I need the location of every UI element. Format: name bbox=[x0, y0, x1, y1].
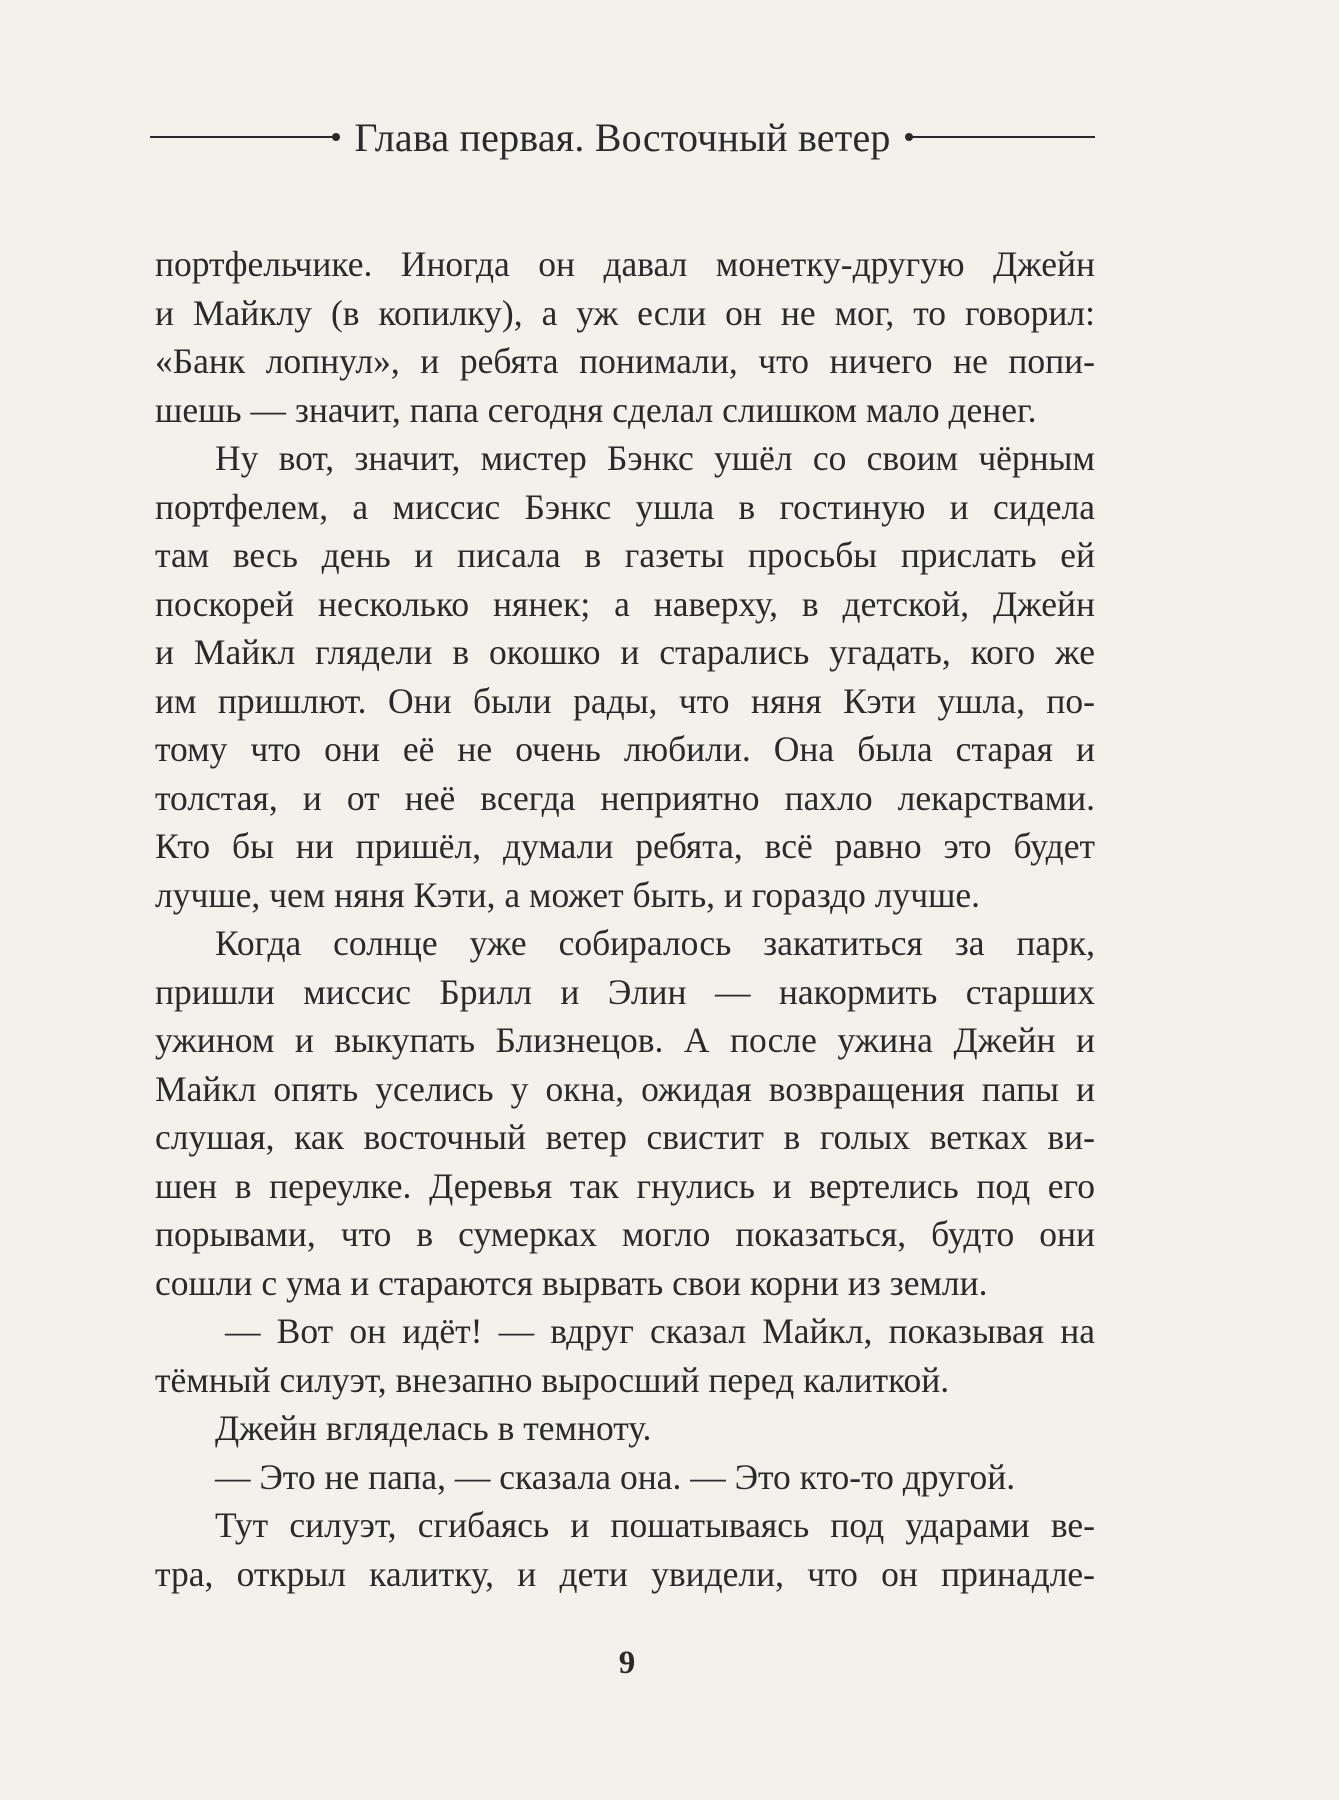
text-line: толстая, и от неё всегда неприятно пахло лекарствами. bbox=[155, 777, 1095, 818]
text-line: ужином и выкупать Близнецов. А после ужина Джейн и bbox=[155, 1020, 1095, 1060]
text-line: Джейн вгляделась в темноту. bbox=[215, 1408, 652, 1448]
text-line: тёмный силуэт, внезапно выросший перед калиткой. bbox=[155, 1359, 950, 1400]
text-line: порывами, что в сумерках могло показаться, будто они bbox=[155, 1214, 1095, 1254]
text-line: лучше, чем няня Кэти, а может быть, и гораздо лучше. bbox=[155, 874, 981, 915]
text-line: слушая, как восточный ветер свистит в голых ветках ви- bbox=[155, 1117, 1095, 1157]
text-line: — Вот он идёт! — вдруг сказал Майкл, показывая на bbox=[225, 1311, 1095, 1351]
chapter-title: Глава первая. Восточный ветер bbox=[354, 114, 891, 160]
text-line: пришли миссис Брилл и Элин — накормить старших bbox=[155, 971, 1095, 1012]
text-line: там весь день и писала в газеты просьбы прислать ей bbox=[155, 535, 1095, 575]
text-line: и Майкл глядели в окошко и старались угадать, кого же bbox=[155, 632, 1095, 672]
text-line: Тут силуэт, сгибаясь и пошатываясь под ударами ве- bbox=[215, 1505, 1095, 1545]
running-header bbox=[150, 112, 1095, 162]
body-text bbox=[155, 240, 1095, 1598]
text-line: тра, открыл калитку, и дети увидели, что он принадле- bbox=[155, 1553, 1095, 1594]
text-line: шешь — значит, папа сегодня сделал слишком мало денег. bbox=[155, 389, 1037, 430]
text-line: сошли с ума и стараются вырвать свои корни из земли. bbox=[155, 1262, 988, 1303]
text-line: Когда солнце уже собиралось закатиться за парк, bbox=[215, 923, 1095, 963]
text-line: им пришлют. Они были рады, что няня Кэти ушла, по- bbox=[155, 680, 1095, 721]
text-line: и Майклу (в копилку), а уж если он не мог, то говорил: bbox=[155, 292, 1095, 333]
page-number: 9 bbox=[618, 1645, 636, 1681]
text-line: Кто бы ни пришёл, думали ребята, всё равно это будет bbox=[155, 826, 1095, 866]
text-line: поскорей несколько нянек; а наверху, в детской, Джейн bbox=[155, 583, 1095, 624]
text-line: Ну вот, значит, мистер Бэнкс ушёл со своим чёрным bbox=[215, 438, 1095, 478]
header-rule-left bbox=[150, 136, 336, 138]
text-line: — Это не папа, — сказала она. — Это кто-то другой. bbox=[215, 1456, 1016, 1497]
text-line: портфелем, а миссис Бэнкс ушла в гостиную и сидела bbox=[155, 486, 1095, 527]
header-rule-right bbox=[909, 136, 1095, 138]
text-line: тому что они её не очень любили. Она была старая и bbox=[155, 729, 1095, 769]
text-line: «Банк лопнул», и ребята понимали, что ничего не попи- bbox=[155, 341, 1095, 381]
text-line: Майкл опять уселись у окна, ожидая возвращения папы и bbox=[155, 1068, 1095, 1109]
text-line: портфельчике. Иногда он давал монетку-другую Джейн bbox=[155, 244, 1095, 284]
text-line: шен в переулке. Деревья так гнулись и вертелись под его bbox=[155, 1165, 1095, 1206]
